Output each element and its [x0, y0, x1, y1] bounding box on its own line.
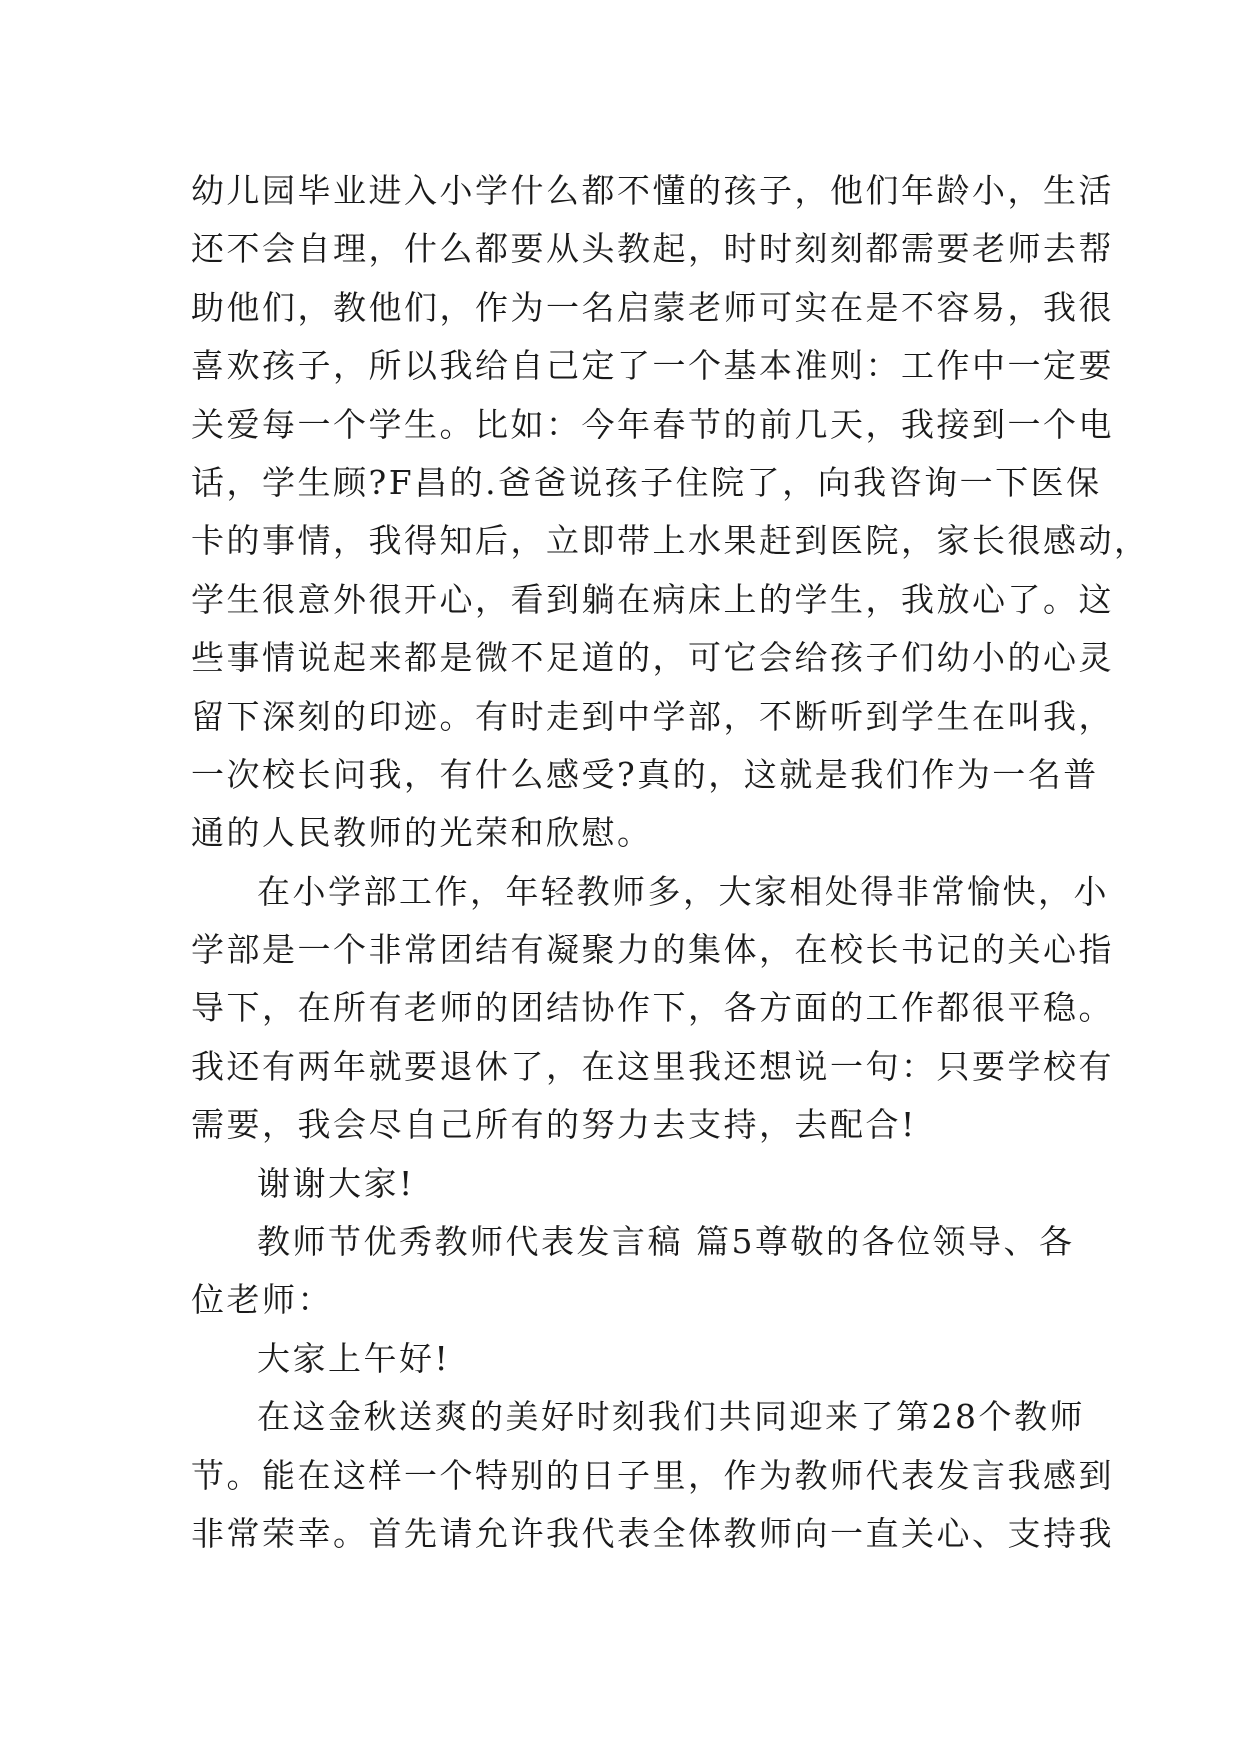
text-line: 通的人民教师的光荣和欣慰。: [191, 813, 653, 853]
paragraph-start-line: 在小学部工作，年轻教师多，大家相处得非常愉快，小: [257, 871, 1109, 911]
text-line: 喜欢孩子，所以我给自己定了一个基本准则：工作中一定要: [191, 346, 1114, 386]
text-line: 非常荣幸。首先请允许我代表全体教师向一直关心、支持我: [191, 1513, 1114, 1553]
text-line: 一次校长问我，有什么感受?真的，这就是我们作为一名普: [191, 754, 1099, 794]
text-line: 些事情说起来都是微不足道的，可它会给孩子们幼小的心灵: [191, 638, 1114, 678]
text-line: 导下，在所有老师的团结协作下，各方面的工作都很平稳。: [191, 988, 1114, 1028]
greeting-line: 大家上午好!: [257, 1338, 451, 1378]
paragraph-start-line: 在这金秋送爽的美好时刻我们共同迎来了第28个教师: [257, 1397, 1085, 1437]
closing-thanks: 谢谢大家!: [257, 1163, 415, 1203]
text-line: 卡的事情，我得知后，立即带上水果赶到医院，家长很感动，: [191, 521, 1150, 561]
section-heading-line: 教师节优秀教师代表发言稿 篇5尊敬的各位领导、各: [257, 1222, 1075, 1262]
text-line: 节。能在这样一个特别的日子里，作为教师代表发言我感到: [191, 1455, 1114, 1495]
text-line: 位老师：: [191, 1280, 333, 1320]
text-line: 还不会自理，什么都要从头教起，时时刻刻都需要老师去帮: [191, 229, 1114, 269]
text-line: 关爱每一个学生。比如：今年春节的前几天，我接到一个电: [191, 404, 1114, 444]
text-line: 需要，我会尽自己所有的努力去支持，去配合!: [191, 1105, 917, 1145]
document-body: [191, 162, 1150, 1563]
text-line: 助他们，教他们，作为一名启蒙老师可实在是不容易，我很: [191, 287, 1114, 327]
text-line: 留下深刻的印迹。有时走到中学部，不断听到学生在叫我，: [191, 696, 1114, 736]
text-line: 幼儿园毕业进入小学什么都不懂的孩子，他们年龄小，生活: [191, 171, 1114, 210]
text-line: 话，学生顾?F昌的.爸爸说孩子住院了，向我咨询一下医保: [191, 462, 1102, 502]
text-line: 学生很意外很开心，看到躺在病床上的学生，我放心了。这: [191, 579, 1114, 619]
text-line: 学部是一个非常团结有凝聚力的集体，在校长书记的关心指: [191, 930, 1114, 970]
text-line: 我还有两年就要退休了，在这里我还想说一句：只要学校有: [191, 1046, 1114, 1086]
